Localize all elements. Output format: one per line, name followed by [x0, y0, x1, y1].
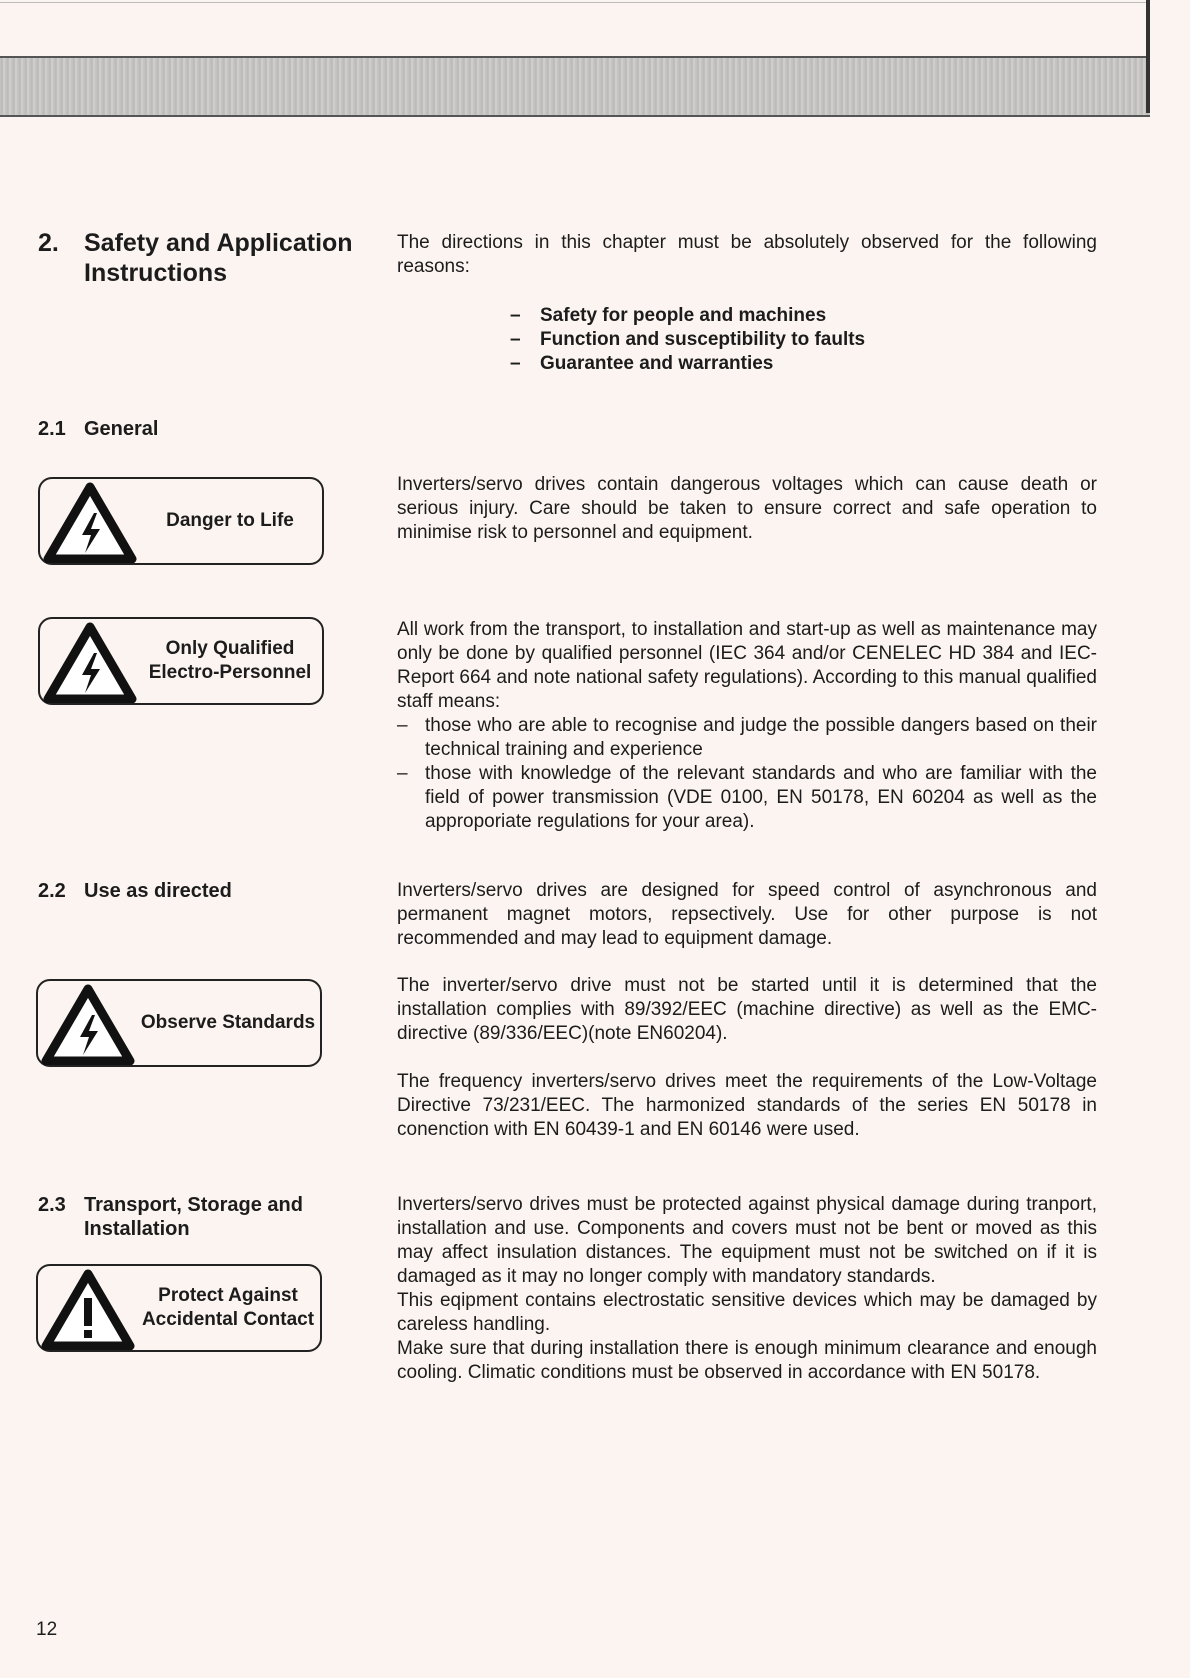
transport-text: Make sure that during installation there is enough minimum clearance and enough cooling. Climatic conditions must be observed in accordance with EN 50178. [397, 1338, 1097, 1383]
reason-item: – Guarantee and warranties [510, 353, 774, 374]
paragraph-lowvoltage: The frequency inverters/servo drives meet the requirements of the Low-Voltage Directive 73/231/EEC. The harmonized standards of the series EN 50178 in conenction with EN 60439-1 and EN 60146 were used. [397, 1071, 1097, 1140]
warning-qualified-personnel [38, 617, 324, 705]
header-band [0, 56, 1150, 117]
list-item: – those who are able to recognise and judge the possible dangers based on their technical training and experience [397, 714, 1097, 762]
exclamation-icon [40, 1268, 136, 1350]
reason-item: – Function and susceptibility to faults [510, 329, 866, 350]
transport-text: Inverters/servo drives must be protected against physical damage during tranport, installation and use. Components and covers must not be bent or moved as this may affect insulation distances. The equipment must not be switched on if it is damaged as it may no longer comply with mandatory standards. [397, 1194, 1097, 1287]
qualified-list [397, 714, 1097, 834]
warning-label: Protect Against Accidental Contact [141, 1285, 315, 1330]
paragraph-danger: Inverters/servo drives contain dangerous voltages which can cause death or serious injury. Care should be taken to ensure correct and safe operation to minimise risk to personnel and equipment. [397, 474, 1097, 543]
paragraph-qualified [397, 618, 1097, 834]
intro-text: The directions in this chapter must be absolutely observed for the following reasons: [397, 232, 1097, 277]
high-voltage-icon [42, 621, 138, 703]
header-edge-bar [1146, 0, 1150, 113]
qualified-text: All work from the transport, to installation and start-up as well as maintenance may only be done by qualified personnel (IEC 364 and/or CENELEC HD 384 and IEC-Report 664 and note national safety regulations). According to this manual qualified staff means: [397, 619, 1097, 712]
warning-danger-to-life [38, 477, 324, 565]
paragraph-use: Inverters/servo drives are designed for speed control of asynchronous and permanent magnet motors, repsectively. Use for other purpose is not recommended and may lead to equipment damage. [397, 880, 1097, 949]
chapter-title: Safety and Application Instructions [84, 229, 353, 287]
warning-accidental-contact [36, 1264, 322, 1352]
section-number: 2.1 [38, 418, 66, 440]
top-rule [0, 2, 1150, 3]
chapter-number: 2. [38, 229, 59, 257]
reason-list [510, 304, 865, 376]
section-title: General [84, 418, 159, 440]
warning-observe-standards [36, 979, 322, 1067]
section-title: Transport, Storage and Installation [84, 1194, 303, 1240]
reason-item: – Safety for people and machines [510, 305, 827, 326]
page-number: 12 [36, 1619, 58, 1640]
warning-label: Danger to Life [166, 510, 294, 531]
section-number: 2.3 [38, 1194, 66, 1216]
high-voltage-icon [42, 481, 138, 563]
paragraph-transport [397, 1193, 1097, 1385]
high-voltage-icon [40, 983, 136, 1065]
warning-label: Observe Standards [140, 1012, 316, 1033]
section-number: 2.2 [38, 880, 66, 902]
transport-text: This eqipment contains electrostatic sensitive devices which may be damaged by careless handling. [397, 1290, 1097, 1335]
section-title: Use as directed [84, 880, 232, 902]
list-item: – those with knowledge of the relevant standards and who are familiar with the field of power transmission (VDE 0100, EN 50178, EN 60204 as well as the approporiate regulations for your area). [397, 762, 1097, 834]
warning-label: Only Qualified Electro-Personnel [148, 638, 312, 683]
paragraph-start: The inverter/servo drive must not be started until it is determined that the installation complies with 89/392/EEC (machine directive) as well as the EMC-directive (89/336/EEC)(note EN60204). [397, 975, 1097, 1044]
